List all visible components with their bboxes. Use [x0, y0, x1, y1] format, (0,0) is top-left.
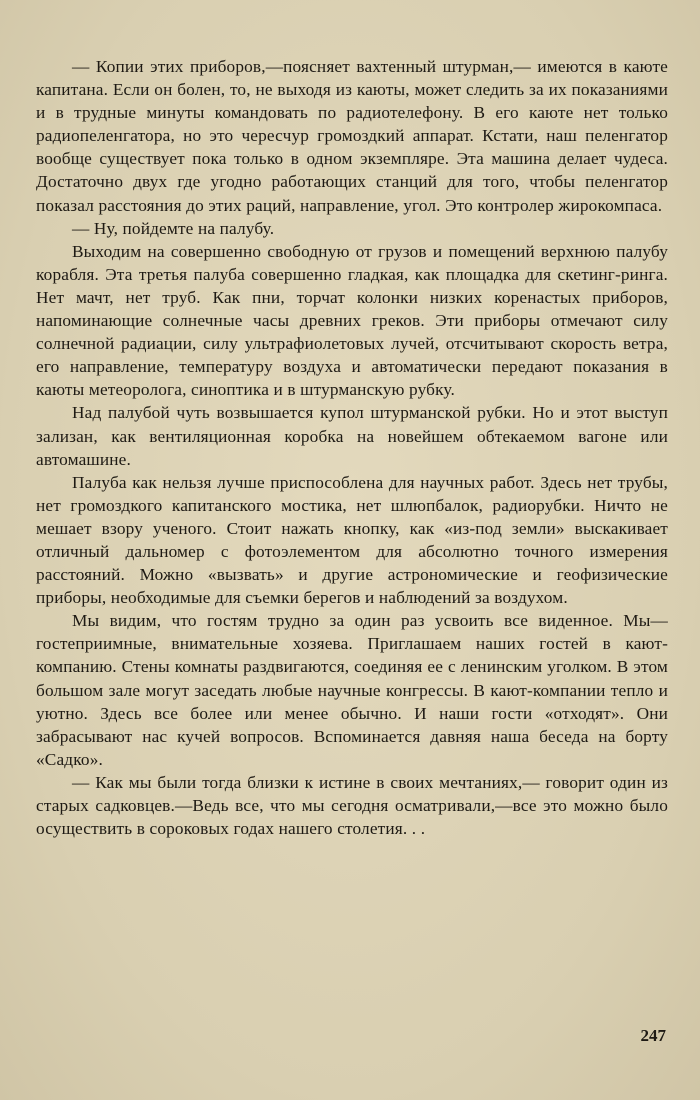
paragraph-2: — Ну, пойдемте на палубу. [72, 218, 275, 238]
paragraph-3: Выходим на совершенно свободную от грузов и помещений верхнюю палубу корабля. Эта третья палуба совершенно гладкая, как площадка для скетинг-ринга. Нет мачт, нет труб. Как пни, торчат колонки низких коренастых приборов, напоминающие солнечные часы древних греков. Эти приборы отмечают силу солнечной радиации, силу ультрафиолетовых лучей, отсчитывают скорость ветра, его направление, температуру воздуха и автоматически передают показания в каюты метеоролога, синоптика и в штурманскую рубку. [36, 241, 668, 400]
paragraph-1: — Копии этих приборов,—поясняет вахтенный штурман,— имеются в каюте капитана. Если он болен, то, не выходя из каюты, может следить за их показаниями и в трудные минуты командовать по радиотелефону. В его каюте нет только радиопеленгатора, но это чересчур громоздкий аппарат. Кстати, наш пеленгатор вообще существует пока только в одном экземпляре. Эта машина делает чудеса. Достаточно двух где угодно работающих станций для того, чтобы пеленгатор показал расстояния до этих раций, направление, угол. Это контролер жирокомпаса. [36, 57, 668, 215]
page-number: 247 [640, 1026, 666, 1045]
paragraph-5: Палуба как нельзя лучше приспособлена для научных работ. Здесь нет трубы, нет громоздкого капитанского мостика, нет шлюпбалок, радиорубки. Ничто не мешает взору ученого. Стоит нажать кнопку, как «из-под земли» выскакивает отличный дальномер с фотоэлементом для абсолютно точного измерения расстояний. Можно «вызвать» и другие астрономические и геофизические приборы, необходимые для съемки берегов и наблюдений за воздухом. [36, 472, 668, 608]
paragraph-4: Над палубой чуть возвышается купол штурманской рубки. Но и этот выступ зализан, как вентиляционная коробка на новейшем обтекаемом вагоне или автомашине. [36, 403, 668, 469]
paragraph-6: Мы видим, что гостям трудно за один раз усвоить все виденное. Мы—гостеприимные, внимательные хозяева. Приглашаем наших гостей в кают-компанию. Стены комнаты раздвигаются, соединяя ее с ленинским уголком. В этом большом зале могут заседать любые научные конгрессы. В кают-компании тепло и уютно. Здесь все более или менее обычно. И наши гости «отходят». Они забрасывают нас кучей вопросов. Вспоминается давняя наша беседа на борту «Садко». [36, 611, 668, 769]
body-text [36, 55, 668, 840]
paragraph-7: — Как мы были тогда близки к истине в своих мечтаниях,— говорит один из старых садковцев.—Ведь все, что мы сегодня осматривали,—все это можно было осуществить в сороковых годах нашего столетия. . . [36, 772, 668, 839]
